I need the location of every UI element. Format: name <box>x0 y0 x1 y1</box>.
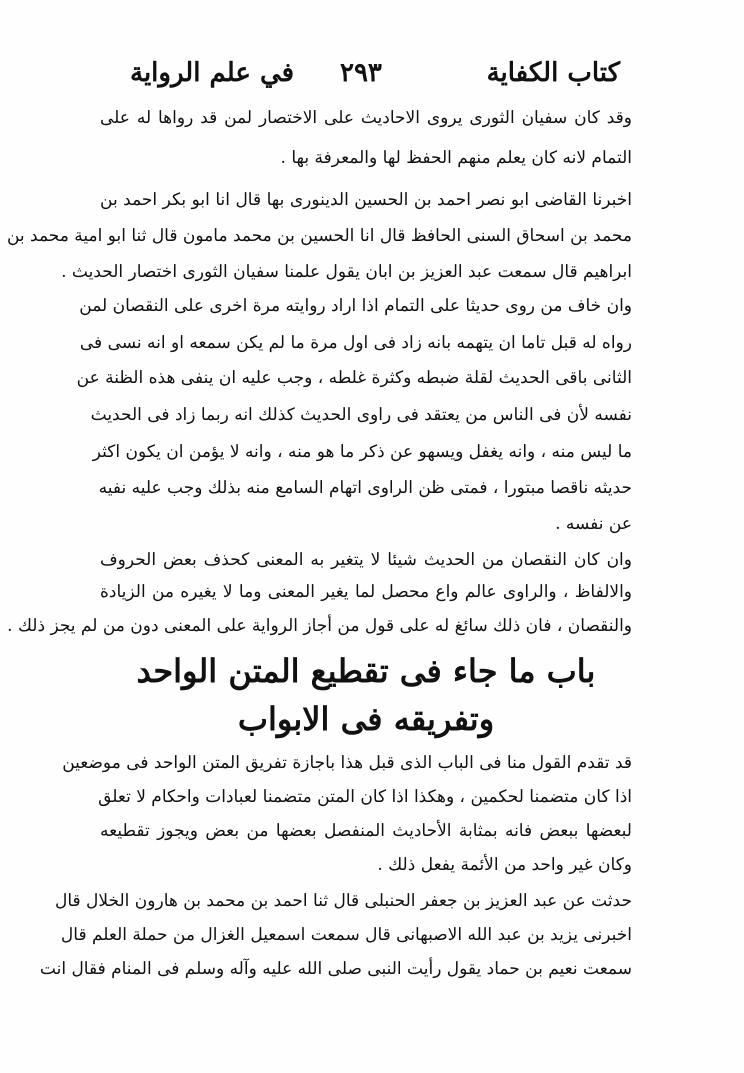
text-line: اخبرنا القاضى ابو نصر احمد بن الحسين الدينورى بها قال انا ابو بكر احمد بن <box>100 190 632 210</box>
text-line: والالفاظ ، والراوى عالم واع محصل لما يغير المعنى وما لا يغيره من الزيادة <box>100 582 632 602</box>
text-line: لبعضها ببعض فانه بمثابة الأحاديث المنفصل بعضها من بعض ويجوز تقطيعه <box>100 821 632 841</box>
text-line: سمعت نعيم بن حماد يقول رأيت النبى صلى الله عليه وآله وسلم فى المنام فقال انت <box>39 959 632 979</box>
text-line: وان خاف من روى حديثا على التمام اذا اراد روايته مرة اخرى على النقصان لمن <box>79 296 632 316</box>
text-line: ابراهيم قال سمعت عبد العزيز بن ابان يقول علمنا سفيان الثورى اختصار الحديث . <box>61 262 632 282</box>
running-header <box>130 58 620 98</box>
text-line: والنقصان ، فان ذلك سائغ له على قول من أجاز الرواية على المعنى دون من لم يجز ذلك . <box>7 616 632 636</box>
chapter-title-line-1: باب ما جاء فى تقطيع المتن الواحد <box>136 652 596 690</box>
text-line: اخبرنى يزيد بن عبد الله الاصبهانى قال سمعت اسمعيل الغزال من حملة العلم قال <box>60 925 632 945</box>
main-text-top <box>6 100 632 645</box>
text-line: وان كان النقصان من الحديث شيئا لا يتغير به المعنى كحذف بعض الحروف <box>100 550 632 570</box>
text-line: اذا كان متضمنا لحكمين ، وهكذا اذا كان المتن متضمنا لعبادات واحكام لا تعلق <box>98 787 632 807</box>
text-line: عن نفسه . <box>555 514 632 534</box>
text-line: نفسه لأن فى الناس من يعتقد فى راوى الحديث كذلك انه ربما زاد فى الحديث <box>90 405 632 425</box>
text-line: حدثت عن عبد العزيز بن جعفر الحنبلى قال ثنا احمد بن محمد بن هارون الخلال قال <box>54 891 632 911</box>
text-line: وكان غير واحد من الأئمة يفعل ذلك . <box>377 855 632 875</box>
text-line: ما ليس منه ، وانه يغفل ويسهو عن ذكر ما هو منه ، وانه لا يؤمن ان يكون اكثر <box>92 442 632 462</box>
text-line: رواه له قبل تاما ان يتهمه بانه زاد فى اول مرة ما لم يكن سمعه او انه نسى فى <box>79 333 632 353</box>
chapter-title-line-2: وتفريقه فى الابواب <box>237 700 495 738</box>
text-line: حديثه ناقصا مبتورا ، فمتى ظن الراوى اتهام السامع منه بذلك وجب عليه نفيه <box>98 478 632 498</box>
text-line: قد تقدم القول منا فى الباب الذى قبل هذا باجازة تفريق المتن الواحد فى موضعين <box>62 753 632 773</box>
page-number: ٢٩٣ <box>340 58 382 88</box>
book-title: كتاب الكفاية <box>486 58 620 88</box>
text-line: التمام لانه كان يعلم منهم الحفظ لها والمعرفة بها . <box>280 148 632 168</box>
text-line: محمد بن اسحاق السنى الحافظ قال انا الحسين بن محمد مامون قال ثنا ابو امية محمد بن <box>6 226 632 246</box>
text-line: وقد كان سفيان الثورى يروى الاحاديث على الاختصار لمن قد رواها له على <box>100 108 632 128</box>
subject-title: في علم الرواية <box>130 58 295 88</box>
main-text-bottom <box>39 745 632 990</box>
text-line: الثانى باقى الحديث لقلة ضبطه وكثرة غلطه ، وجب عليه ان ينفى هذه الظنة عن <box>76 368 632 388</box>
